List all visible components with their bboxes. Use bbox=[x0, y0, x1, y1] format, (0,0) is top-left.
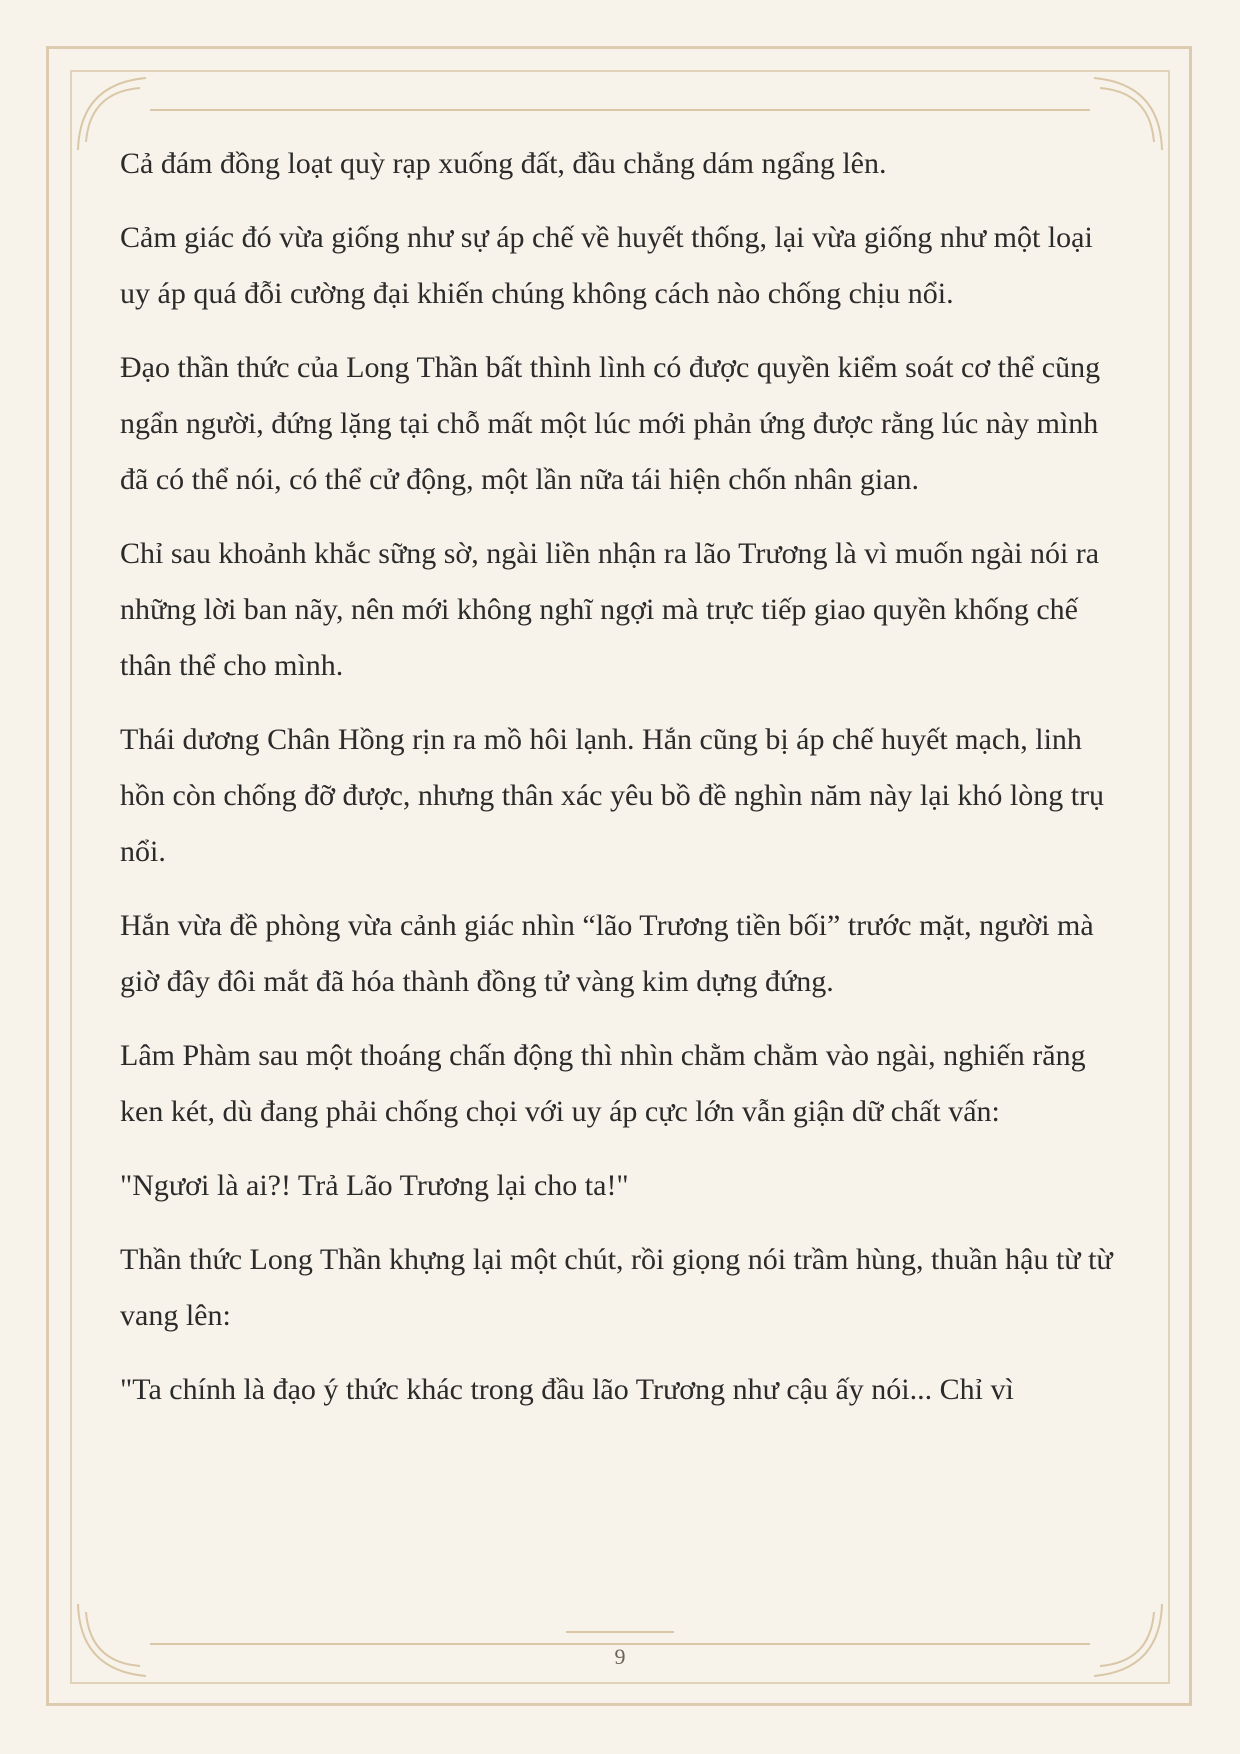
document-body bbox=[120, 136, 1125, 1436]
paragraph: Thần thức Long Thần khựng lại một chút, rồi giọng nói trầm hùng, thuần hậu từ từ vang lên: bbox=[120, 1243, 1113, 1332]
paragraph: Chỉ sau khoảnh khắc sững sờ, ngài liền nhận ra lão Trương là vì muốn ngài nói ra những lời ban nãy, nên mới không nghĩ ngợi mà trực tiếp giao quyền khống chế thân thể cho mình. bbox=[120, 537, 1100, 682]
paragraph: Cảm giác đó vừa giống như sự áp chế về huyết thống, lại vừa giống như một loại uy áp quá đỗi cường đại khiến chúng không cách nào chống chịu nổi. bbox=[120, 221, 1093, 310]
paragraph: Hắn vừa đề phòng vừa cảnh giác nhìn “lão Trương tiền bối” trước mặt, người mà giờ đây đôi mắt đã hóa thành đồng tử vàng kim dựng đứng. bbox=[120, 909, 1094, 998]
paragraph: "Ngươi là ai?! Trả Lão Trương lại cho ta!" bbox=[120, 1169, 629, 1202]
paragraph: Cả đám đồng loạt quỳ rạp xuống đất, đầu chẳng dám ngẩng lên. bbox=[120, 147, 887, 180]
paragraph: "Ta chính là đạo ý thức khác trong đầu lão Trương như cậu ấy nói... Chỉ vì bbox=[120, 1373, 1014, 1406]
paragraph: Thái dương Chân Hồng rịn ra mồ hôi lạnh. Hắn cũng bị áp chế huyết mạch, linh hồn còn chống đỡ được, nhưng thân xác yêu bồ đề nghìn năm này lại khó lòng trụ nổi. bbox=[120, 723, 1105, 868]
paragraph: Lâm Phàm sau một thoáng chấn động thì nhìn chằm chằm vào ngài, nghiến răng ken két, dù đang phải chống chọi với uy áp cực lớn vẫn giận dữ chất vấn: bbox=[120, 1039, 1086, 1128]
paragraph: Đạo thần thức của Long Thần bất thình lình có được quyền kiểm soát cơ thể cũng ngẩn người, đứng lặng tại chỗ mất một lúc mới phản ứng được rằng lúc này mình đã có thể nói, có thể cử động, một lần nữa tái hiện chốn nhân gian. bbox=[120, 351, 1101, 496]
page-number: 9 bbox=[614, 1644, 626, 1669]
